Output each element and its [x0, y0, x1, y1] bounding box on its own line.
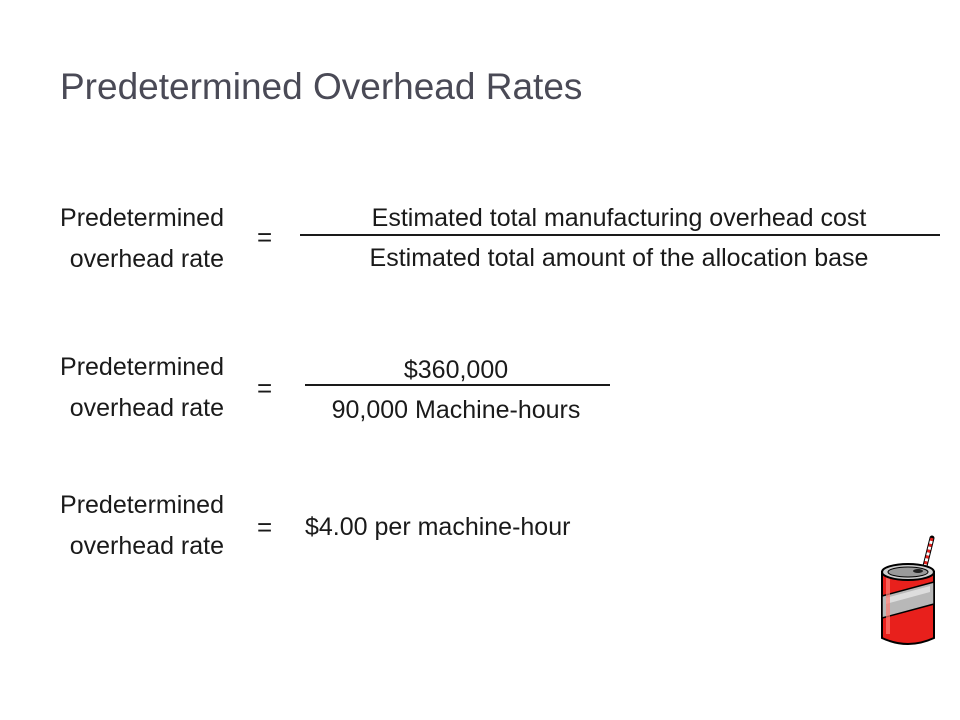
substitution-denominator: 90,000 Machine-hours — [331, 396, 581, 424]
result-label-line1: Predetermined — [60, 491, 224, 519]
page-title: Predetermined Overhead Rates — [60, 66, 583, 107]
result-label-line2: overhead rate — [69, 532, 224, 560]
formula-fraction-bar — [300, 234, 940, 236]
formula-label — [0, 198, 224, 280]
substitution-label — [0, 347, 224, 429]
result-equals: = — [257, 512, 273, 542]
soda-can-icon — [872, 534, 948, 654]
substitution-numerator: $360,000 — [403, 356, 509, 384]
result-label — [0, 485, 224, 567]
formula-label-line2: overhead rate — [69, 245, 224, 273]
substitution-equals: = — [257, 373, 273, 403]
formula-label-line1: Predetermined — [60, 204, 224, 232]
result-value: $4.00 per machine-hour — [305, 513, 571, 541]
substitution-label-line1: Predetermined — [60, 353, 224, 381]
substitution-label-line2: overhead rate — [69, 394, 224, 422]
substitution-fraction-bar — [305, 384, 610, 386]
formula-denominator: Estimated total amount of the allocation base — [369, 244, 869, 272]
formula-numerator: Estimated total manufacturing overhead cost — [371, 204, 867, 232]
formula-equals: = — [257, 222, 273, 252]
